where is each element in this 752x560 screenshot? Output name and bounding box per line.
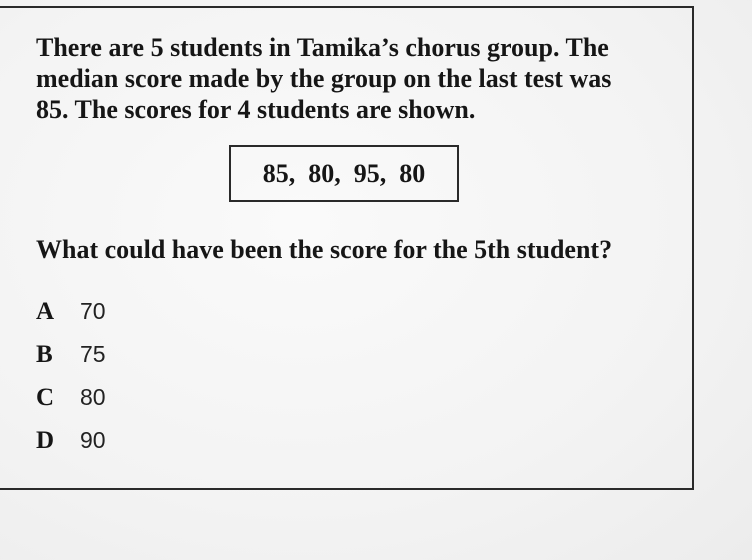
- choice-value: 70: [80, 298, 106, 324]
- choice-d[interactable]: [36, 419, 106, 462]
- stem-line: median score made by the group on the last test was: [36, 64, 612, 93]
- question-box: [0, 6, 694, 490]
- stem-line: There are 5 students in Tamika’s chorus group. The: [36, 33, 609, 62]
- choice-b[interactable]: [36, 333, 106, 376]
- choice-letter: B: [36, 340, 53, 368]
- choice-letter: C: [36, 383, 55, 411]
- answer-choices: [36, 290, 106, 462]
- scores-list: 85, 80, 95, 80: [262, 158, 426, 188]
- choice-value: 80: [80, 384, 106, 410]
- stem-line: 85. The scores for 4 students are shown.: [36, 95, 476, 124]
- choice-a[interactable]: [36, 290, 106, 333]
- choice-c[interactable]: [36, 376, 106, 419]
- scores-box: [229, 145, 459, 202]
- choice-letter: A: [36, 297, 55, 325]
- question-prompt: What could have been the score for the 5th student?: [36, 235, 613, 264]
- choice-letter: D: [36, 426, 55, 454]
- choice-value: 75: [80, 341, 106, 367]
- choice-value: 90: [80, 427, 106, 453]
- question-stem: [36, 32, 676, 125]
